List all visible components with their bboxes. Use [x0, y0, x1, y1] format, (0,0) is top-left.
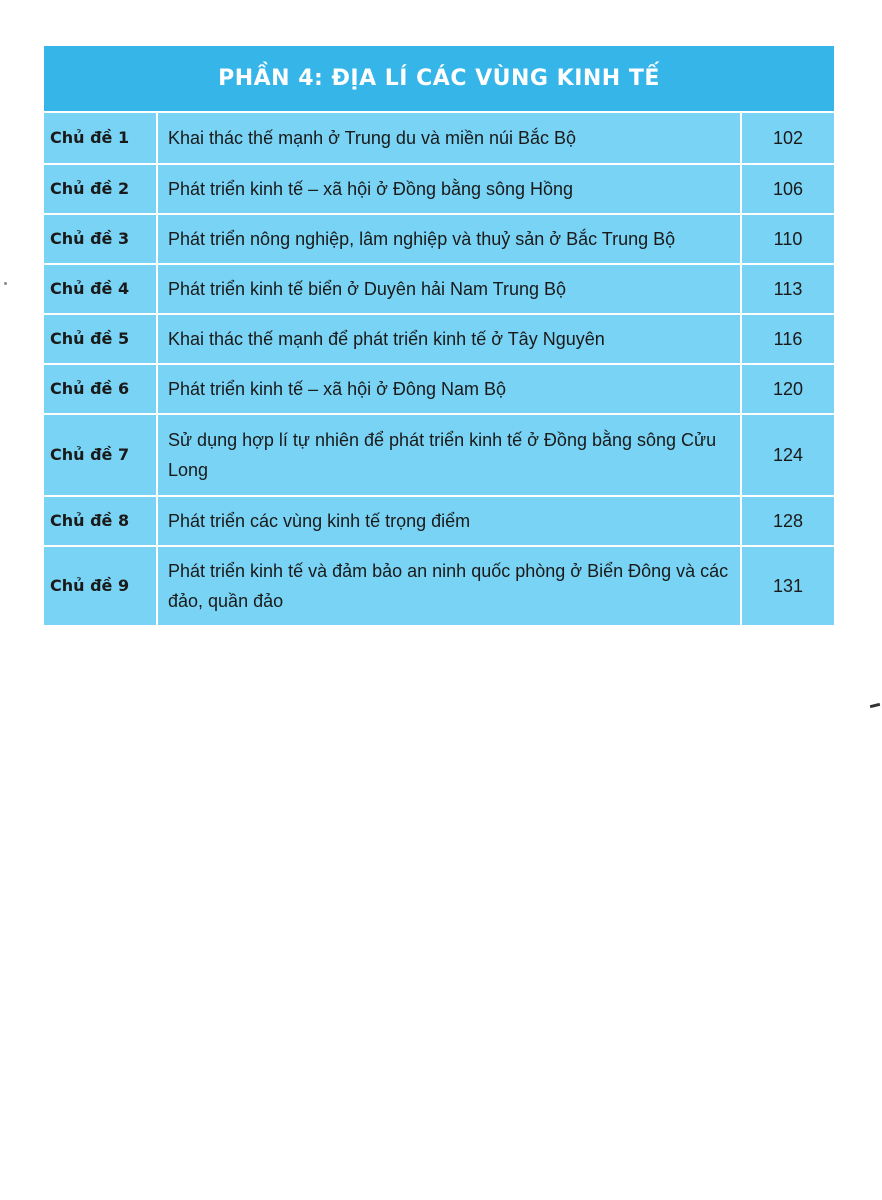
toc-row-5[interactable] — [44, 313, 834, 363]
topic-title: Phát triển kinh tế biển ở Duyên hải Nam Trung Bộ — [156, 265, 742, 313]
toc-row-1[interactable] — [44, 111, 834, 163]
page-number: 116 — [773, 329, 803, 349]
page-number: 128 — [772, 511, 804, 531]
toc-row-4[interactable] — [44, 263, 834, 313]
topic-title: Phát triển kinh tế và đảm bảo an ninh quốc phòng ở Biển Đông và các đảo, quần đảo — [156, 547, 742, 625]
topic-label: Chủ đề 7 — [50, 445, 130, 464]
toc-row-6[interactable] — [44, 363, 834, 413]
page-number: 106 — [772, 179, 804, 199]
toc-row-2[interactable] — [44, 163, 834, 213]
topic-label: Chủ đề 6 — [50, 379, 130, 398]
topic-label: Chủ đề 1 — [50, 128, 130, 147]
topic-label: Chủ đề 4 — [50, 279, 130, 298]
topic-title: Khai thác thế mạnh để phát triển kinh tế ở Tây Nguyên — [156, 315, 742, 363]
topic-title: Phát triển các vùng kinh tế trọng điểm — [156, 497, 742, 545]
topic-label: Chủ đề 8 — [50, 511, 130, 530]
topic-title: Phát triển kinh tế – xã hội ở Đồng bằng sông Hồng — [156, 165, 742, 213]
topic-label: Chủ đề 9 — [50, 576, 130, 595]
page-number: 124 — [772, 445, 804, 465]
topic-title: Sử dụng hợp lí tự nhiên để phát triển kinh tế ở Đồng bằng sông Cửu Long — [156, 415, 742, 495]
toc-row-9[interactable] — [44, 545, 834, 625]
topic-title: Phát triển kinh tế – xã hội ở Đông Nam Bộ — [156, 365, 742, 413]
section-title: PHẦN 4: ĐỊA LÍ CÁC VÙNG KINH TẾ — [44, 46, 834, 111]
topic-label: Chủ đề 3 — [50, 229, 130, 248]
page-number: 102 — [772, 128, 804, 148]
topic-label: Chủ đề 2 — [50, 179, 130, 198]
toc-row-3[interactable] — [44, 213, 834, 263]
topic-label: Chủ đề 5 — [50, 329, 130, 348]
toc-row-7[interactable] — [44, 413, 834, 495]
topic-title: Khai thác thế mạnh ở Trung du và miền núi Bắc Bộ — [156, 113, 742, 163]
page-number: 131 — [772, 576, 804, 596]
toc-row-8[interactable] — [44, 495, 834, 545]
scan-speck — [4, 282, 7, 285]
topic-title: Phát triển nông nghiệp, lâm nghiệp và thuỷ sản ở Bắc Trung Bộ — [156, 215, 742, 263]
table-of-contents — [44, 46, 834, 625]
page-number: 110 — [773, 229, 803, 249]
scan-mark — [870, 703, 880, 708]
page-number: 120 — [772, 379, 804, 399]
page-number: 113 — [773, 279, 803, 299]
